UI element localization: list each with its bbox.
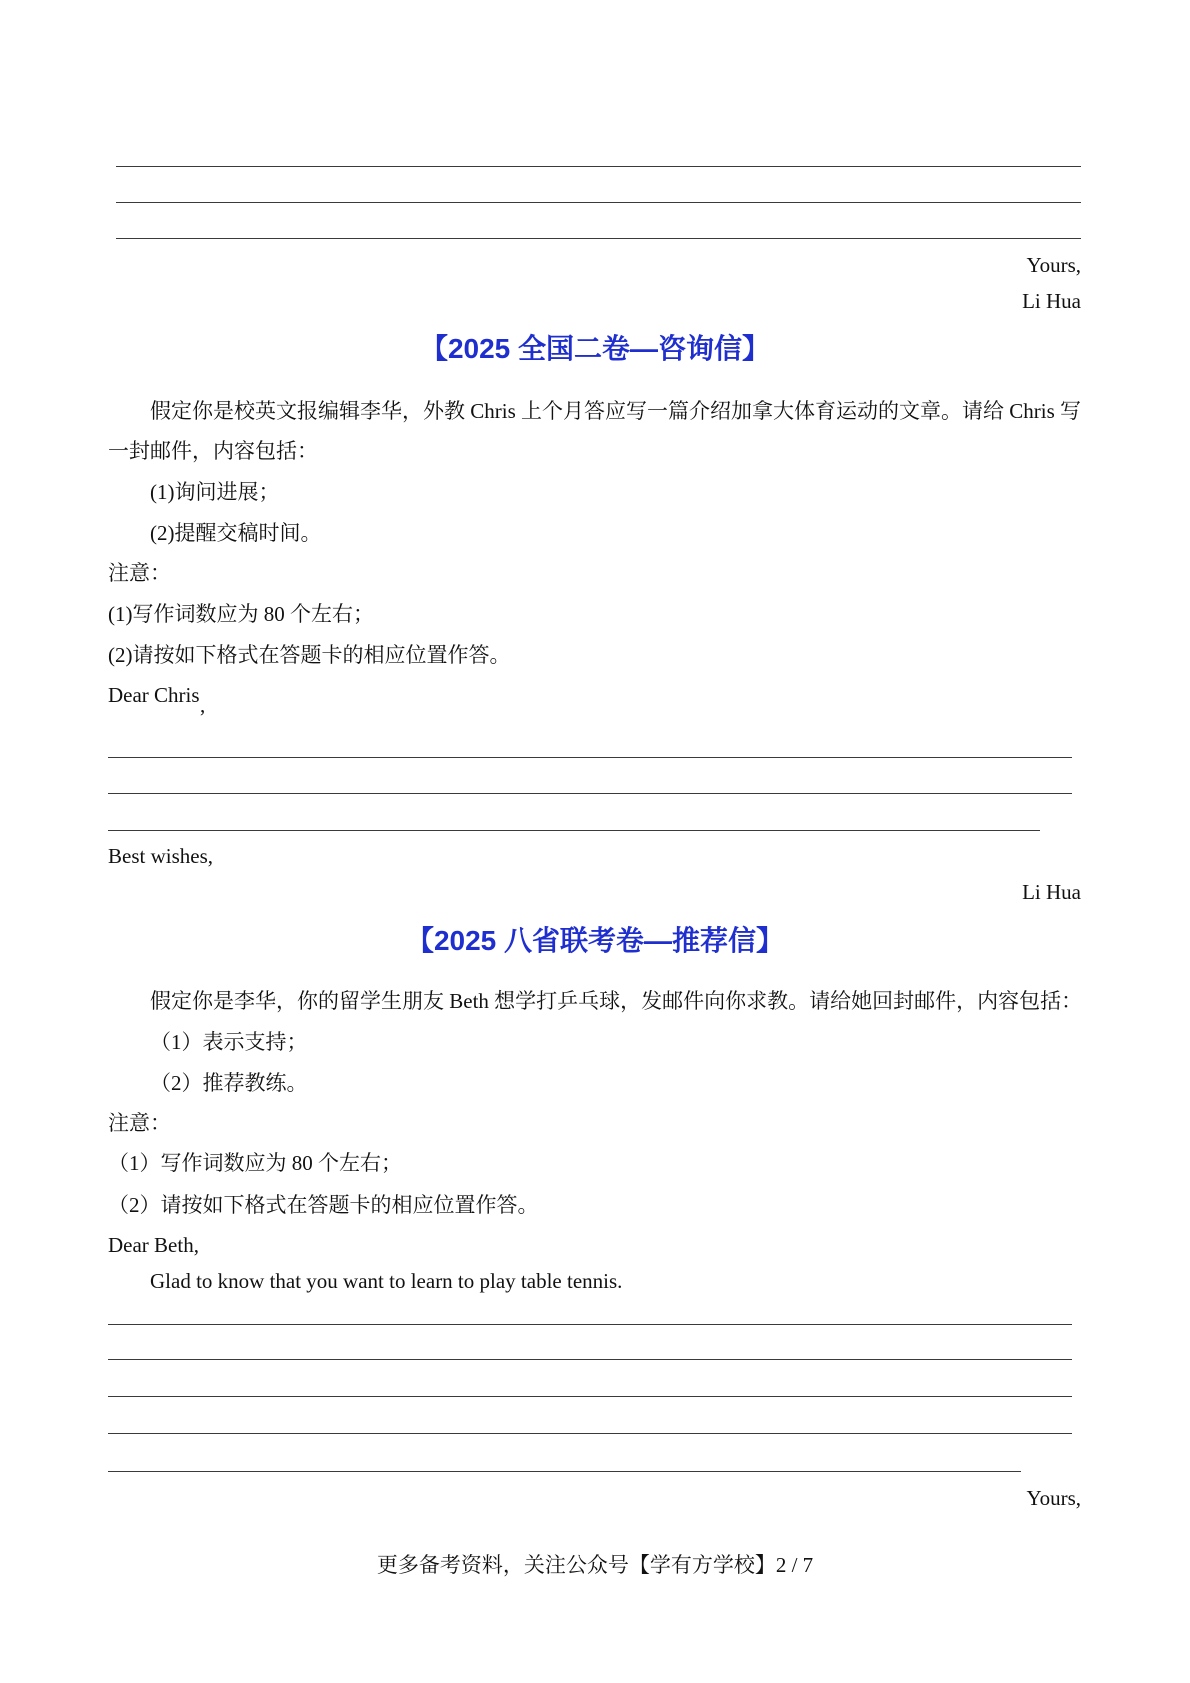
answer-line	[116, 238, 1081, 239]
note-item: (2)请按如下格式在答题卡的相应位置作答。	[108, 643, 511, 667]
letter-signature: Li Hua	[1022, 289, 1081, 313]
note-item: (1)写作词数应为 80 个左右；	[108, 602, 374, 626]
answer-line	[108, 1471, 1021, 1472]
letter-signature: Li Hua	[1022, 880, 1081, 904]
letter-opening: Glad to know that you want to learn to play table tennis.	[150, 1269, 623, 1293]
prompt-text: 假定你是校英文报编辑李华，外教 Chris 上个月答应写一篇介绍加拿大体育运动的文章。请给 Chris 写	[150, 399, 1082, 423]
section-title: 【2025 八省联考卷—推荐信】	[405, 925, 785, 956]
answer-line	[108, 830, 1040, 831]
answer-line	[108, 793, 1072, 794]
letter-closing: Best wishes,	[108, 844, 213, 868]
answer-line	[108, 1359, 1072, 1360]
page-footer: 更多备考资料，关注公众号【学有方学校】2 / 7	[376, 1553, 814, 1577]
content-point: (1)询问进展；	[150, 480, 280, 504]
answer-line	[108, 1324, 1072, 1325]
prompt-text: 假定你是李华，你的留学生朋友 Beth 想学打乒乓球，发邮件向你求教。请给她回封邮件，内容包括：	[150, 989, 1083, 1013]
prompt-text: 一封邮件，内容包括：	[108, 439, 318, 463]
answer-line	[108, 1433, 1072, 1434]
notes-label: 注意：	[108, 1111, 171, 1135]
salutation-comma: ,	[200, 693, 206, 717]
salutation: Dear Chris	[108, 683, 200, 707]
answer-line	[108, 1396, 1072, 1397]
salutation: Dear Beth,	[108, 1233, 199, 1257]
letter-closing: Yours,	[1026, 253, 1081, 277]
section-title: 【2025 全国二卷—咨询信】	[419, 333, 771, 364]
note-item: （2）请按如下格式在答题卡的相应位置作答。	[108, 1193, 539, 1217]
note-item: （1）写作词数应为 80 个左右；	[108, 1151, 402, 1175]
answer-line	[116, 202, 1081, 203]
letter-closing: Yours,	[1026, 1486, 1081, 1510]
answer-line	[116, 166, 1081, 167]
answer-line	[108, 757, 1072, 758]
notes-label: 注意：	[108, 561, 171, 585]
content-point: （2）推荐教练。	[150, 1071, 308, 1095]
content-point: (2)提醒交稿时间。	[150, 521, 322, 545]
content-point: （1）表示支持；	[150, 1030, 308, 1054]
